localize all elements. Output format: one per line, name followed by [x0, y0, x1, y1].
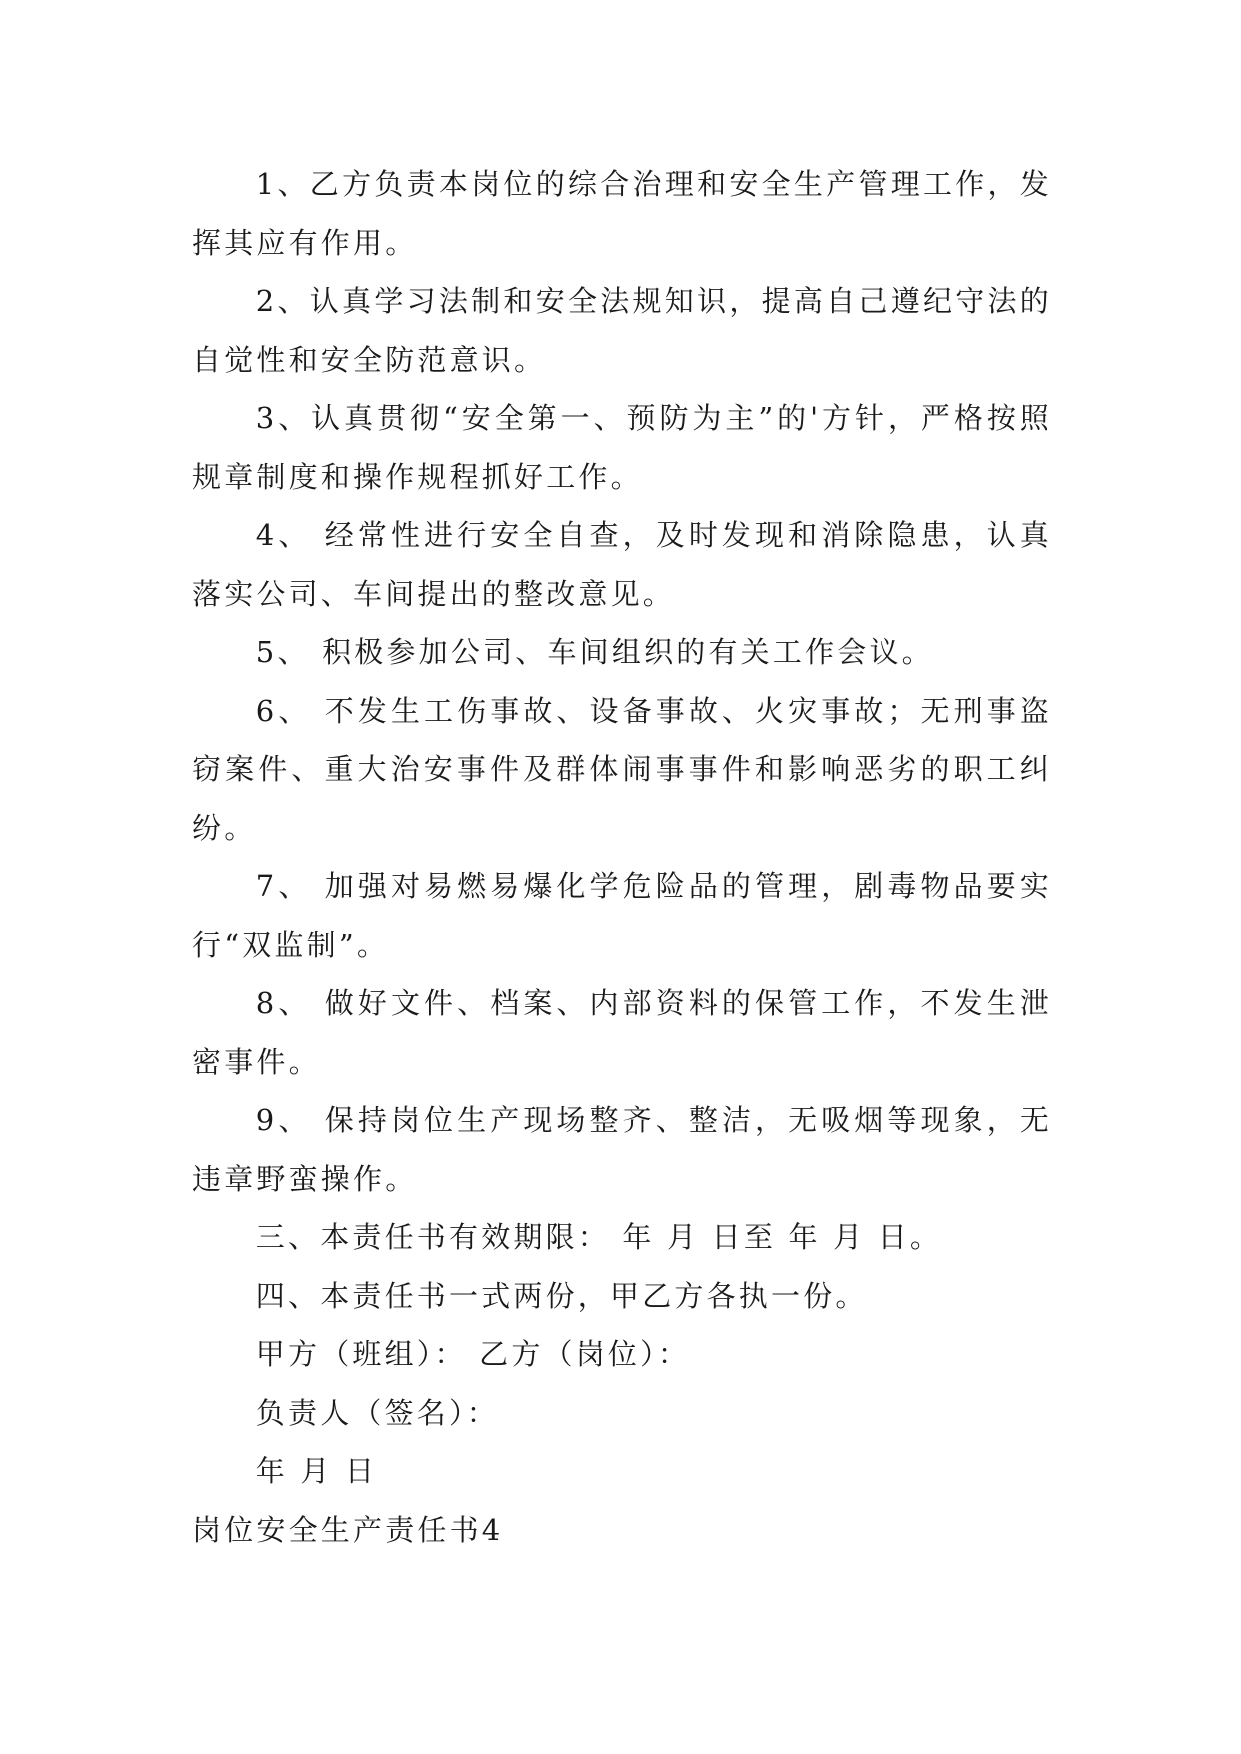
date-line: 年 月 日 — [255, 1454, 378, 1488]
clause-6: 6、 不发生工伤事故、设备事故、火灾事故；无刑事盗窃案件、重大治安事件及群体闹事事件和影响恶劣的职工纠纷。 — [192, 693, 1052, 845]
clause-2: 2、认真学习法制和安全法规知识，提高自己遵纪守法的自觉性和安全防范意识。 — [192, 284, 1052, 377]
parties-line: 甲方（班组）： 乙方（岗位）： — [255, 1337, 691, 1371]
signature-line: 负责人（签名）： — [255, 1395, 499, 1430]
copies-note: 四、本责任书一式两份，甲乙方各执一份。 — [255, 1278, 868, 1313]
clause-8: 8、 做好文件、档案、内部资料的保管工作，不发生泄密事件。 — [192, 986, 1052, 1079]
clause-3: 3、认真贯彻“安全第一、预防为主”的'方针，严格按照规章制度和操作规程抓好工作。 — [192, 401, 1052, 494]
document-body — [192, 155, 1052, 1559]
clause-7: 7、 加强对易燃易爆化学危险品的管理，剧毒物品要实行“双监制”。 — [192, 869, 1052, 962]
next-section-title: 岗位安全生产责任书4 — [192, 1512, 504, 1547]
clause-4: 4、 经常性进行安全自查，及时发现和消除隐患，认真落实公司、车间提出的整改意见。 — [192, 518, 1052, 611]
clause-5: 5、 积极参加公司、车间组织的有关工作会议。 — [255, 635, 934, 669]
validity-period: 三、本责任书有效期限： 年 月 日至 年 月 日。 — [255, 1220, 943, 1254]
clause-1: 1、乙方负责本岗位的综合治理和安全生产管理工作，发挥其应有作用。 — [192, 167, 1052, 260]
clause-9: 9、 保持岗位生产现场整齐、整洁，无吸烟等现象，无违章野蛮操作。 — [192, 1103, 1052, 1196]
